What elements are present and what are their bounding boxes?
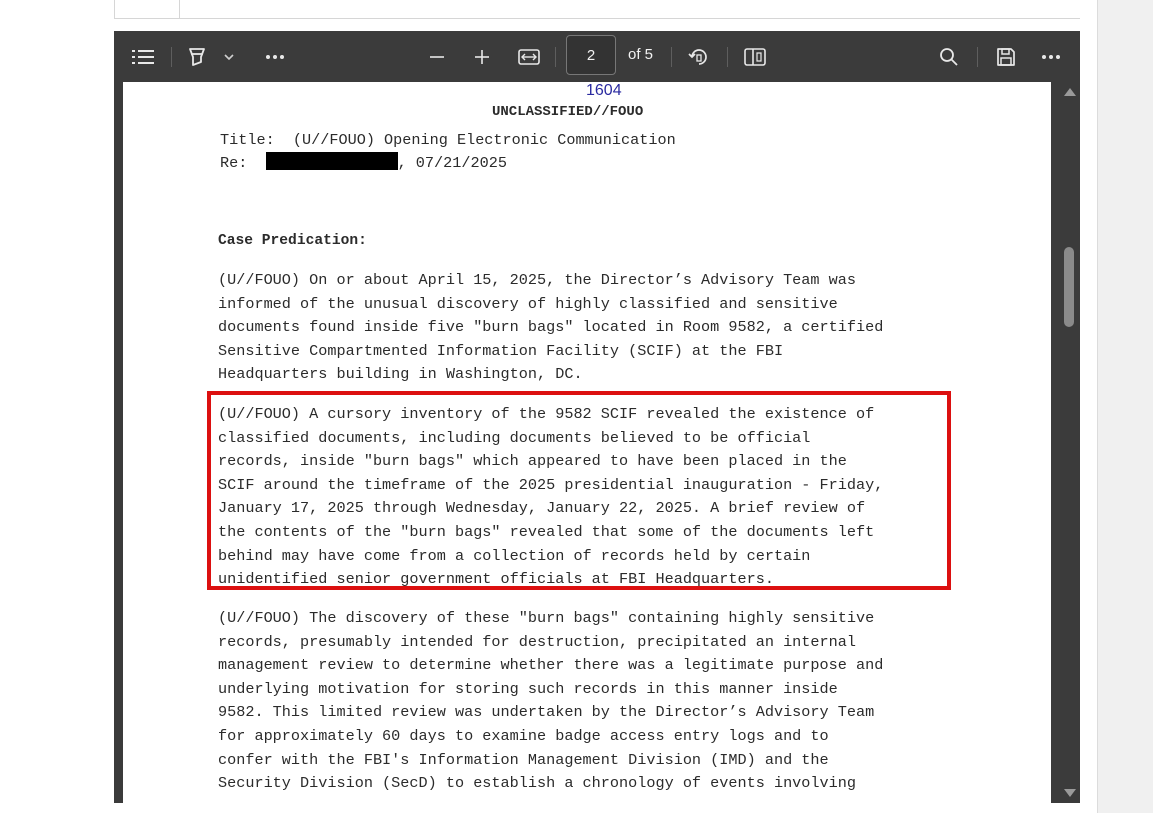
paragraph-1-line: informed of the unusual discovery of highly classified and sensitive bbox=[218, 294, 838, 313]
page-view-icon[interactable] bbox=[742, 43, 768, 71]
right-side-pane bbox=[1097, 0, 1153, 813]
pdf-toolbar bbox=[114, 31, 1080, 82]
paragraph-2-line: SCIF around the timeframe of the 2025 presidential inauguration - Friday, bbox=[218, 475, 884, 494]
tab-active[interactable] bbox=[114, 0, 180, 18]
paragraph-3-line: (U//FOUO) The discovery of these "burn bags" containing highly sensitive bbox=[218, 609, 875, 627]
highlight-pen-icon[interactable] bbox=[184, 43, 210, 71]
paragraph-2-line: unidentified senior government officials at FBI Headquarters. bbox=[218, 570, 774, 589]
paragraph-3-line: underlying motivation for storing such records in this manner inside bbox=[218, 679, 838, 698]
paragraph-2-line: records, inside "burn bags" which appeared to have been placed in the bbox=[218, 452, 847, 471]
search-icon[interactable] bbox=[936, 43, 962, 71]
re-prefix: Re: bbox=[220, 154, 266, 172]
paragraph-2-line: (U//FOUO) A cursory inventory of the 9582 SCIF revealed the existence of bbox=[218, 405, 875, 423]
fit-width-icon[interactable] bbox=[516, 43, 542, 71]
title-line: Title: (U//FOUO) Opening Electronic Communication bbox=[220, 131, 676, 149]
document-page bbox=[123, 82, 1051, 803]
paragraph-2-line: January 17, 2025 through Wednesday, January 22, 2025. A brief review of bbox=[218, 499, 866, 518]
page-number-label: 1604 bbox=[586, 82, 622, 99]
paragraph-3-line: for approximately 60 days to examine badge access entry logs and to bbox=[218, 727, 829, 745]
scroll-down-arrow-icon[interactable] bbox=[1064, 789, 1076, 797]
paragraph-2-line: classified documents, including documents believed to be official bbox=[218, 428, 811, 447]
zoom-in-icon[interactable] bbox=[470, 43, 494, 71]
paragraph-3-line: management review to determine whether there was a legitimate purpose and bbox=[218, 656, 884, 675]
scroll-up-arrow-icon[interactable] bbox=[1064, 88, 1076, 96]
redaction-bar bbox=[266, 152, 398, 170]
paragraph-1-line: (U//FOUO) On or about April 15, 2025, the Director’s Advisory Team was bbox=[218, 271, 856, 289]
re-line bbox=[220, 152, 507, 176]
paragraph-3-line: records, presumably intended for destruction, precipitated an internal bbox=[218, 632, 856, 651]
section-heading: Case Predication: bbox=[218, 233, 367, 249]
rotate-icon[interactable] bbox=[686, 43, 712, 71]
paragraph-3-line: Security Division (SecD) to establish a chronology of events involving bbox=[218, 774, 856, 793]
toolbar-separator bbox=[727, 47, 728, 67]
re-date: , 07/21/2025 bbox=[397, 154, 507, 172]
chevron-down-icon[interactable] bbox=[220, 43, 238, 71]
paragraph-2-line: the contents of the "burn bags" revealed that some of the documents left bbox=[218, 523, 875, 541]
vertical-scrollbar[interactable] bbox=[1058, 82, 1080, 803]
toolbar-separator bbox=[555, 47, 556, 67]
paragraph-1-line: Sensitive Compartmented Information Facility (SCIF) at the FBI bbox=[218, 341, 784, 360]
toolbar-separator bbox=[671, 47, 672, 67]
paragraph-2-line: behind may have come from a collection of records held by certain bbox=[218, 546, 811, 565]
more-icon[interactable] bbox=[262, 43, 288, 71]
paragraph-3-line: 9582. This limited review was undertaken by the Director’s Advisory Team bbox=[218, 703, 875, 722]
toolbar-separator bbox=[171, 47, 172, 67]
paragraph-3-line: confer with the FBI's Information Management Division (IMD) and the bbox=[218, 750, 829, 769]
contents-list-icon[interactable] bbox=[128, 43, 158, 71]
tab-strip bbox=[114, 0, 1080, 19]
page-total-label: of 5 bbox=[628, 46, 654, 63]
classification-marking: UNCLASSIFIED//FOUO bbox=[492, 104, 644, 120]
paragraph-1-line: documents found inside five "burn bags" located in Room 9582, a certified bbox=[218, 318, 884, 337]
more-menu-icon[interactable] bbox=[1038, 43, 1064, 71]
scrollbar-thumb[interactable] bbox=[1064, 247, 1074, 327]
paragraph-1-line: Headquarters building in Washington, DC. bbox=[218, 365, 583, 384]
pdf-viewer bbox=[114, 31, 1080, 803]
zoom-out-icon[interactable] bbox=[425, 43, 449, 71]
page-number-input[interactable]: 2 bbox=[566, 35, 616, 75]
save-icon[interactable] bbox=[993, 43, 1019, 71]
toolbar-separator bbox=[977, 47, 978, 67]
